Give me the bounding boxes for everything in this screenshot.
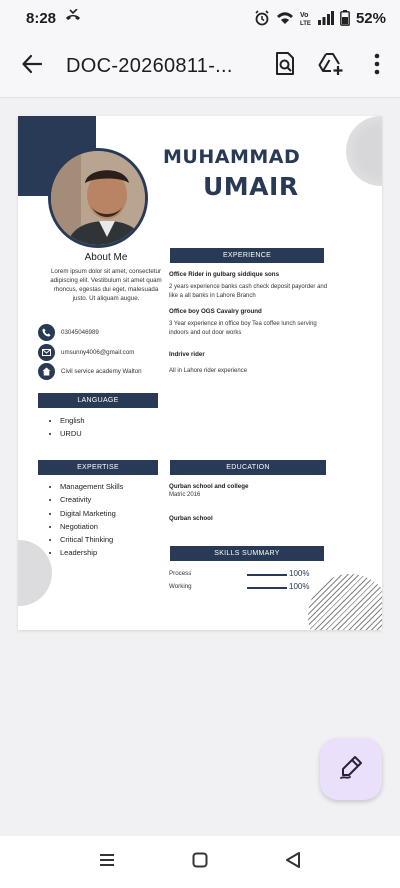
language-list [48, 414, 85, 441]
job-description: 3 Year experience in office boy Tea coffee lunch serving indoors and out door works [169, 321, 317, 336]
expertise-list [48, 480, 123, 560]
svg-text:LTE: LTE [299, 21, 311, 26]
triangle-back-icon [285, 851, 301, 874]
status-bar [0, 0, 400, 36]
list-item: • Digital Marketing [60, 507, 123, 520]
experience-header: EXPERIENCE [170, 248, 324, 263]
phone-icon [38, 324, 55, 341]
add-to-drive-button[interactable] [308, 44, 354, 90]
missed-call-icon [64, 9, 82, 27]
skill-name: Process [169, 570, 192, 577]
list-item: • Negotiation [60, 520, 123, 533]
first-name: MUHAMMAD [163, 146, 301, 168]
decorative-circle [346, 116, 382, 186]
about-title: About Me [84, 252, 128, 263]
status-time: 8:28 [26, 9, 57, 27]
skill-value: 100% [289, 569, 310, 578]
skill-level-bar [247, 574, 287, 576]
decorative-circle [18, 540, 52, 606]
list-item: • URDU [60, 427, 85, 440]
back-nav-button[interactable] [271, 840, 315, 884]
volte-icon [300, 10, 312, 26]
phone-text: 03045046989 [61, 329, 99, 336]
expertise-header: EXPERTISE [38, 460, 158, 475]
list-item: • Critical Thinking [60, 533, 123, 546]
alarm-icon [254, 10, 270, 26]
contact-phone [38, 324, 99, 341]
wifi-icon [276, 11, 294, 25]
last-name: UMAIR [203, 172, 299, 201]
home-button[interactable] [178, 840, 222, 884]
home-icon [38, 363, 55, 380]
recents-button[interactable] [85, 840, 129, 884]
about-text: Lorem ipsum dolor sit amet, consectetur adipiscing elit. Vestibulum sit amet quam rhoncus, egestas dui eget, malesuada justo. Ut aliquam augue. [50, 268, 162, 302]
drive-add-icon [318, 52, 344, 81]
mail-icon [38, 344, 55, 361]
job-description: 2 years experience banks cash check deposit payorder and like a all banks in Lahore Branch [169, 284, 328, 299]
signal-icon [318, 11, 334, 25]
skill-name: Working [169, 583, 192, 590]
edit-fab[interactable] [320, 738, 382, 800]
skill-row [169, 583, 319, 593]
contact-address [38, 363, 142, 380]
skill-level-bar [247, 587, 287, 589]
list-item: • Leadership [60, 546, 123, 559]
square-home-icon [192, 852, 208, 873]
list-item: • English [60, 414, 85, 427]
app-bar [0, 36, 400, 98]
skill-row [169, 570, 319, 580]
find-in-document-button[interactable] [262, 44, 308, 90]
battery-icon [340, 10, 350, 26]
list-item: • Creativity [60, 493, 123, 506]
resume-page[interactable] [18, 116, 382, 630]
contact-email [38, 344, 134, 361]
skills-header: SKILLS SUMMARY [170, 546, 324, 561]
menu-lines-icon [99, 853, 115, 872]
job-title: Indrive rider [169, 351, 205, 358]
pen-edit-icon [338, 754, 364, 785]
arrow-left-icon [21, 53, 43, 80]
skill-value: 100% [289, 582, 310, 591]
document-title: DOC-20260811-... [66, 55, 233, 77]
svg-text:Vo: Vo [299, 12, 309, 19]
system-nav-bar [0, 836, 400, 888]
job-title: Office boy OGS Cavalry ground [169, 308, 262, 315]
list-item: • Management Skills [60, 480, 123, 493]
decorative-hatched-circle [308, 574, 382, 630]
more-options-button[interactable] [354, 44, 400, 90]
school-name: Qurban school [169, 515, 213, 522]
school-detail: Matric 2016 [169, 492, 201, 498]
address-text: Civil service academy Walton [61, 368, 142, 375]
battery-level: 52% [355, 9, 386, 27]
job-title: Office Rider in gulbarg siddique sons [169, 271, 280, 278]
email-text: umsunny4006@gmail.com [61, 349, 135, 356]
more-vert-icon [374, 53, 380, 80]
job-description: All in Lahore rider experience [169, 368, 248, 374]
profile-photo [48, 148, 148, 248]
back-button[interactable] [6, 41, 58, 93]
education-header: EDUCATION [170, 460, 326, 475]
school-name: Qurban school and college [169, 483, 249, 490]
language-header: LANGUAGE [38, 393, 158, 408]
document-search-icon [274, 52, 296, 81]
